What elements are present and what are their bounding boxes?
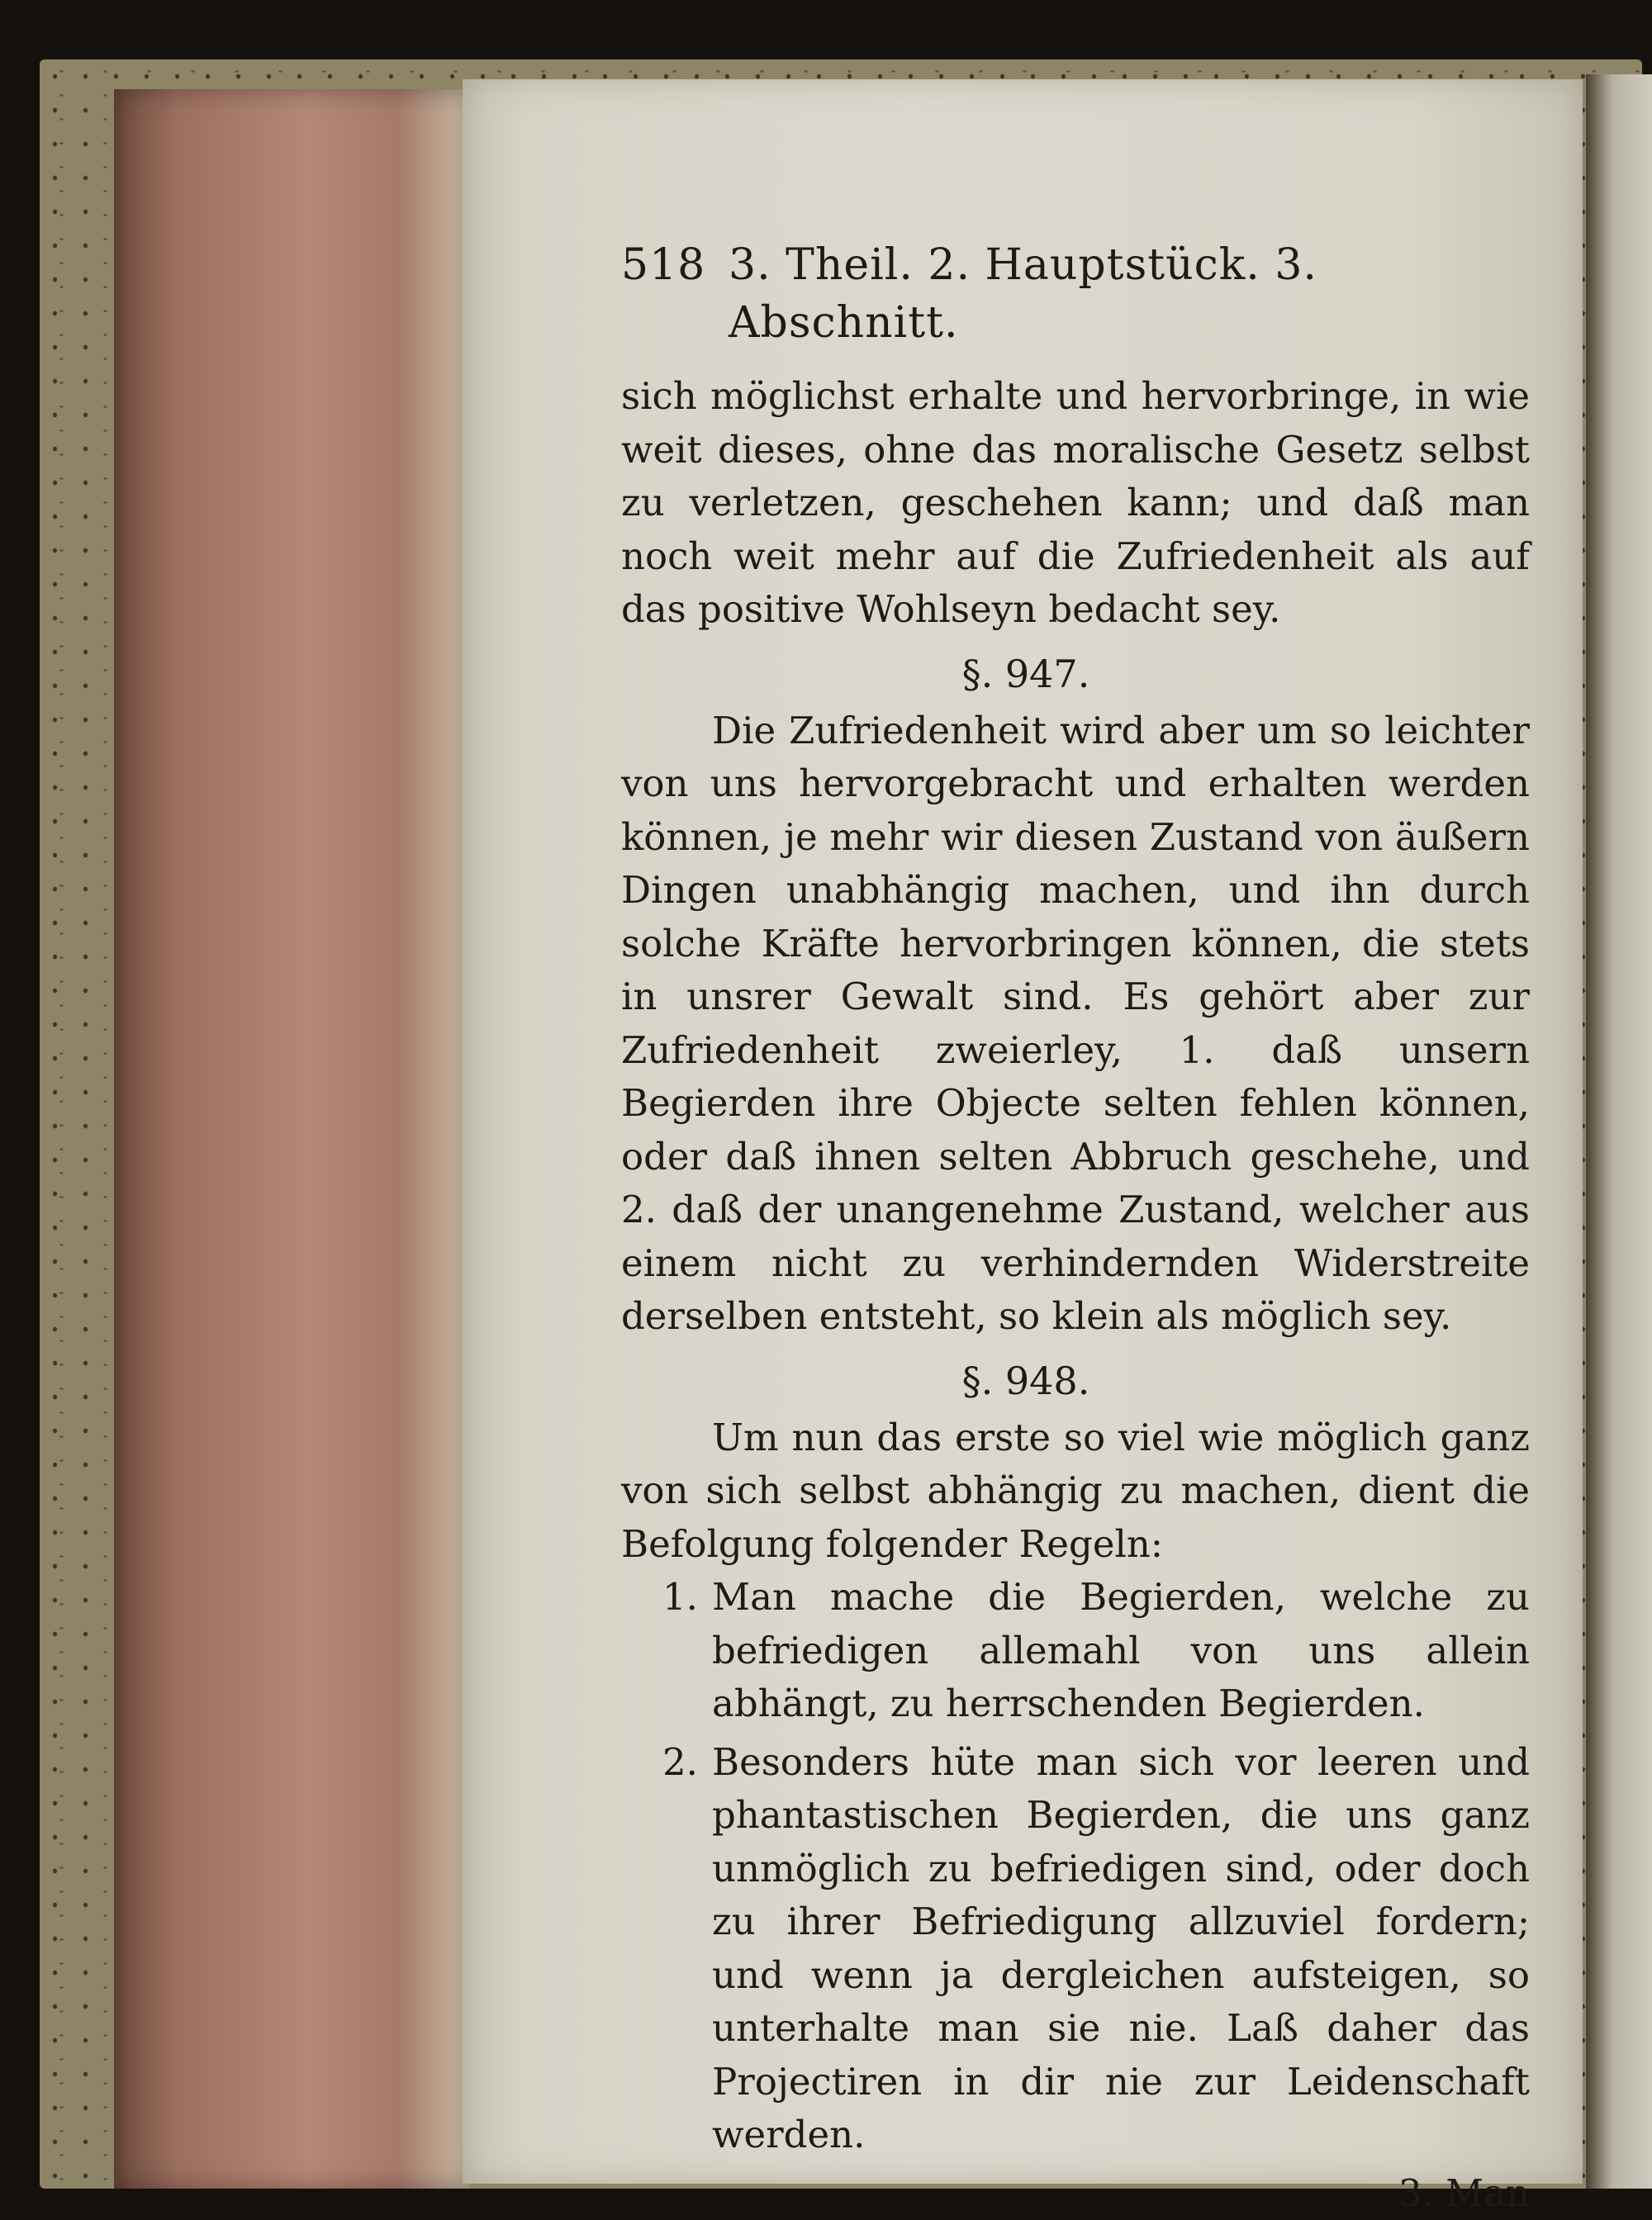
- list-item-text: Besonders hüte man sich vor leeren und phantastischen Begierden, die uns ganz unmöglich zu befriedigen sind, oder doch zu ihrer Befriedigung allzuviel fordern; und wenn ja dergleichen aufsteigen, so unterhalte man sie nie. Laß daher das Projectiren in dir nie zur Leidenschaft werden.: [712, 1740, 1530, 2157]
- list-item: [621, 1571, 1530, 1731]
- page-header: [621, 236, 1530, 352]
- catchword: 3. Man: [621, 2167, 1530, 2220]
- page-number: 518: [621, 236, 729, 294]
- paragraph-continued: sich möglichst erhalte und hervorbringe, in wie weit dieses, ohne das moralische Gesetz selbst zu verletzen, geschehen kann; und daß man noch weit mehr auf die Zufriedenheit als auf das positive Wohlseyn bedacht sey.: [621, 370, 1530, 637]
- page-block-edge: [114, 89, 469, 2189]
- rules-list: [621, 1571, 1530, 2162]
- section-947-text: Die Zufriedenheit wird aber um so leichter von uns hervorgebracht und erhalten werden können, je mehr wir diesen Zustand von äußern Dingen unabhängig machen, und ihn durch solche Kräfte hervorbringen können, die stets in unsrer Gewalt sind. Es gehört aber zur Zufriedenheit zweierley, 1. daß unsern Begierden ihre Objecte selten fehlen können, oder daß ihnen selten Abbruch geschehe, und 2. daß der unangenehme Zustand, welcher aus einem nicht zu verhindernden Widerstreite derselben entsteht, so klein als möglich sey.: [621, 704, 1530, 1344]
- list-item-number: 2.: [662, 1736, 698, 1790]
- list-item-number: 1.: [662, 1571, 698, 1625]
- section-heading-948: §. 948.: [621, 1354, 1530, 1408]
- facing-page-edge: [1586, 74, 1652, 2189]
- running-title: 3. Theil. 2. Hauptstück. 3. Abschnitt.: [729, 236, 1530, 352]
- page-text: [621, 236, 1530, 2220]
- list-item-text: Man mache die Begierden, welche zu befriedigen allemahl von uns allein abhängt, zu herrschenden Begierden.: [712, 1575, 1530, 1725]
- section-heading-947: §. 947.: [621, 647, 1530, 701]
- section-948-intro: Um nun das erste so viel wie möglich ganz von sich selbst abhängig zu machen, dient die Befolgung folgender Regeln:: [621, 1411, 1530, 1572]
- list-item: [621, 1736, 1530, 2162]
